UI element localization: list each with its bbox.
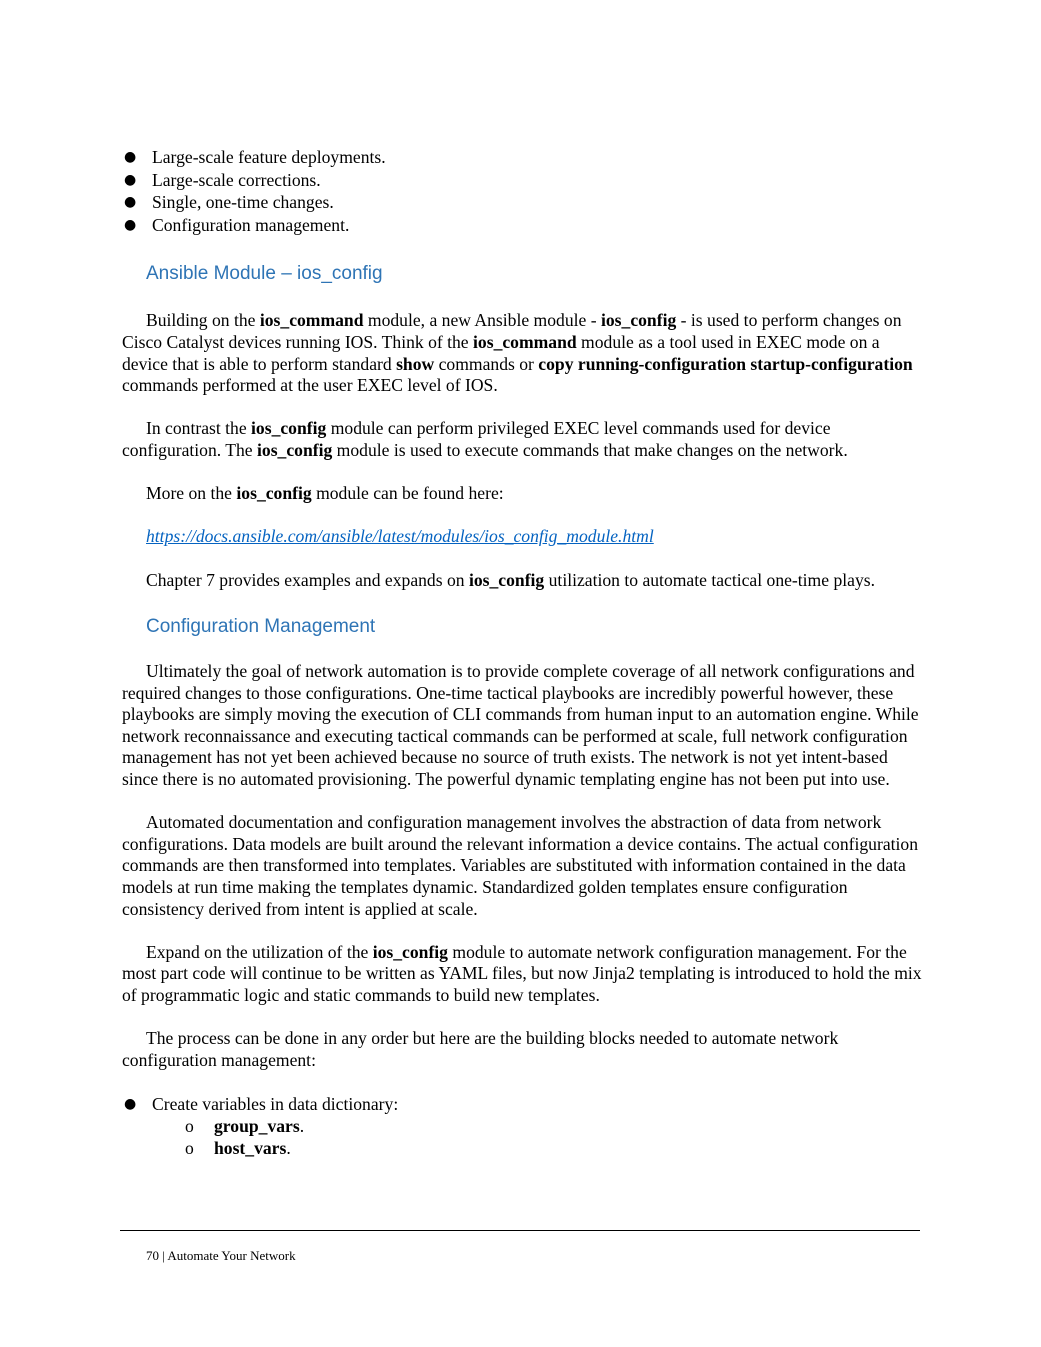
section-heading-configuration-management: Configuration Management	[146, 616, 376, 638]
book-title: Automate Your Network	[167, 1248, 296, 1263]
bullet-icon: ●	[124, 149, 137, 165]
paragraph: More on the ios_config module can be found here:	[146, 483, 504, 504]
circle-bullet-icon: o	[185, 1115, 194, 1136]
sub-list	[122, 1116, 922, 1159]
paragraph: Chapter 7 provides examples and expands on ios_config utilization to automate tactical one-time plays.	[146, 569, 875, 590]
page-content	[122, 146, 922, 1159]
ios-config-docs-link[interactable]: https://docs.ansible.com/ansible/latest/modules/ios_config_module.html	[146, 526, 654, 547]
list-item: o host_vars.	[185, 1137, 291, 1158]
circle-bullet-icon: o	[185, 1137, 194, 1158]
paragraph: Expand on the utilization of the ios_config module to automate network configuration management. For the most part code will continue to be written as YAML files, but now Jinja2 templating is introduced to hold the mix of programmatic logic and static commands to build new templates.	[122, 941, 922, 1005]
bullet-icon: ●	[124, 194, 137, 211]
page-footer	[146, 1248, 296, 1264]
bullet-icon: ●	[124, 216, 137, 233]
paragraph: In contrast the ios_config module can perform privileged EXEC level commands used for device configuration. The ios_config module is used to execute commands that make changes on the network.	[122, 418, 848, 460]
paragraph	[122, 526, 922, 548]
list-item: ● Create variables in data dictionary:	[124, 1094, 399, 1115]
paragraph: Building on the ios_command module, a new Ansible module - ios_config - is used to perform changes on Cisco Catalyst devices running IOS. Think of the ios_command module as a tool used in EXEC mode on a device that is able to perform standard show commands or copy running-configuration startup-configuration commands performed at the user EXEC level of IOS.	[122, 310, 913, 396]
bullet-icon: ●	[124, 171, 137, 188]
paragraph: Ultimately the goal of network automation is to provide complete coverage of all network configurations and required changes to those configurations. One-time tactical playbooks are incredibly powerful however, these playbooks are simply moving the execution of CLI commands from human input to an automation engine. While network reconnaissance and executing tactical commands can be performed at scale, full network configuration management has not yet been achieved because no source of truth exists. The network is not yet intent-based since there is no automated provisioning. The powerful dynamic templating engine has not been put into use.	[122, 661, 919, 790]
footer-separator: |	[159, 1248, 168, 1263]
list-item: ● Single, one-time changes.	[124, 192, 334, 213]
list-item: ● Large-scale corrections.	[124, 169, 321, 190]
footer-divider	[120, 1230, 920, 1231]
paragraph: Automated documentation and configuration management involves the abstraction of data from network configurations. Data models are built around the relevant information a device contains. The actual configuration commands are then transformed into templates. Variables are substituted with information contained in the data models at run time making the templates dynamic. Standardized golden templates ensure configuration consistency derived from intent is applied at scale.	[122, 812, 919, 919]
bullet-icon: ●	[124, 1096, 137, 1113]
section-heading-ios-config: Ansible Module – ios_config	[146, 263, 383, 285]
list-item: ● Configuration management.	[124, 214, 350, 235]
list-item: o group_vars.	[185, 1115, 305, 1136]
top-bullet-list	[122, 146, 922, 236]
building-blocks-list	[122, 1093, 922, 1116]
list-item: ● Large-scale feature deployments.	[124, 147, 386, 167]
paragraph: The process can be done in any order but here are the building blocks needed to automate network configuration management:	[122, 1028, 839, 1070]
page-number: 70	[146, 1248, 159, 1263]
